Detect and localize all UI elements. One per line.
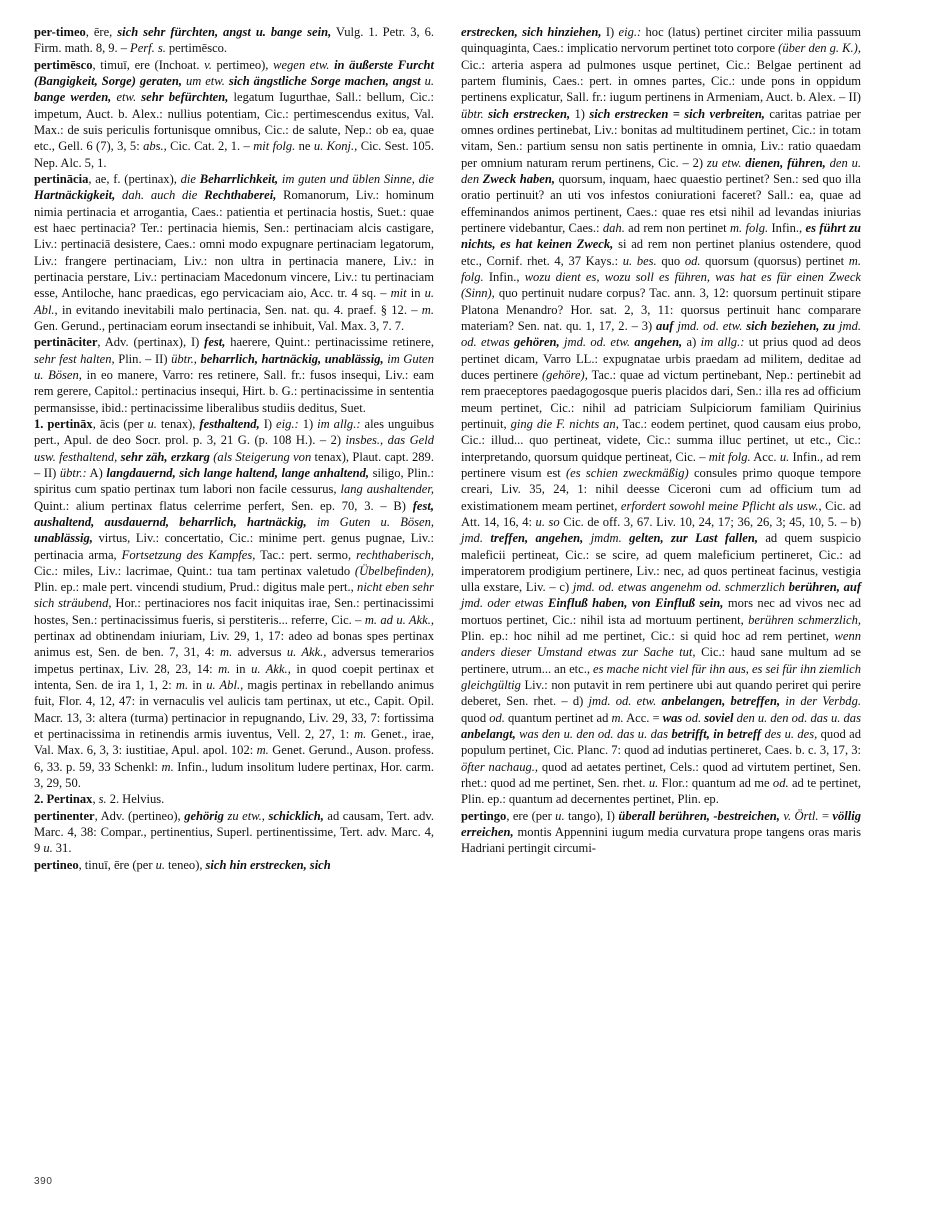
dictionary-entry: pertimēsco, timuī, ere (Inchoat. v. pertimeo), wegen etw. in äußerste Furcht (Bangigkeit, Sorge) geraten, um etw. sich ängstliche Sorge machen, angst u. bange werden, etw. sehr befürchten, legatum Iugurthae, Sall.: bellum, Cic.: impetum, Auct. b. Alex.: nullius potentiam, Cic.: pertimescendus exitus, Val. Max.: de suis periculis fortunisque omnibus, Cic.: de salute, Nep.: ob ea, quae etc., Gell. 6 (7), 3, 5: abs., Cic. Cat. 2, 1. – mit folg. ne u. Konj., Cic. Sest. 105. Nep. Alc. 5, 1. [34,57,435,170]
dictionary-entry: 2. Pertinax, s. 2. Helvius. [34,792,165,807]
right-column [461,24,861,1169]
dictionary-entry: pertinācia, ae, f. (pertinax), die Beharrlichkeit, im guten und üblen Sinne, die Hartnäckigkeit, dah. auch die Rechthaberei, Romanorum, Liv.: hominum nimia pertinacia et arrogantia, Caes.: patientia et pertinacia hostis, Suet.: quae est haec pertinacia? Ter.: pertinacia hiemis, Sen.: pertinaciam alcis castigare, Liv.: pertinaciā desistere, Caes.: omni modo expugnare pertinaciam legatorum, Liv.: frangere pertinaciam, Liv.: non ultra in pertinacia manere, Liv.: in pertinacia perstare, Liv.: pertinaciam Macedonum vincere, Liv.: tu pertinaciam esse, Antiloche, hanc praedicas, ego pervicaciam aio, Acc. tr. 4 sq. – mit in u. Abl., in evitando inevitabili malo pertinacia, Sen. nat. qu. 4. praef. § 12. – m. Gen. Gerund., pertinaciam eorum insectandi se inhibuit, Val. Max. 3, 7. 7. [34,171,434,333]
dictionary-entry: 1. pertināx, ācis (per u. tenax), festhaltend, I) eig.: 1) im allg.: ales unguibus pert., Apul. de deo Socr. prol. p. 3, 21 G. (p. 108 H.). – 2) insbes., das Geld usw. festhaltend, sehr zäh, erzkarg (als Steigerung von tenax), Plaut. capt. 289. – II) übtr.: A) langdauernd, sich lange haltend, lange anhaltend, siligo, Plin.: spiritus cum spatio pertinax tum labori non facile cessurus, lang aushaltender, Quint.: alium pertinax flatus celerrime perfert, Sen. ep. 70, 3. – B) fest, aushaltend, ausdauernd, beharrlich, hartnäckig, im Guten u. Bösen, unablässig, virtus, Liv.: concertatio, Cic.: minime pert. genus pugnae, Liv.: pertinacia arma, Fortsetzung des Kampfes, Tac.: pert. sermo, rechthaberisch, Cic.: miles, Liv.: lacrimae, Quint.: tua tam pertinax valetudo (Übelbefinden), Plin. ep.: male pert. vincendi studium, Prud.: digitus male pert., nicht eben sehr sich sträubend, Hor.: pertinaciores nos facit iniquitas irae, Sen.: pertinacissimi hostes, Sen.: pertinacissimus fueris, si perstiteris... referre, Cic. – m. ad u. Akk., pertinax ad obtinendam iniuriam, Liv. 29, 1, 17: adeo ad bonas spes pertinax animus est, Sen. de ben. 7, 31, 4: m. adversus u. Akk., adversus temerarios impetus pertinax, Liv. 28, 23, 14: m. in u. Akk., in quod coepit pertinax et intenta, Sen. de ira 1, 1, 2: m. in u. Abl., magis pertinax in rebellando animus fuit, Flor. 4, 12, 47: in vernaculis vel aulicis tam pertinax, ut etc., Capit. Opil. Macr. 13, 3: altera (turma) pertinacior in repugnando, Liv. 29, 33, 7: fortissima et pertinacissima in retinendis armis iuventus, Vell. 2, 27, 1: m. Genet., irae, Val. Max. 6, 3, 3: iustitiae, Apul. apol. 102: m. Genet. Gerund., Auson. profess. 6, 33. p. 59, 33 Schenkl: m. Infin., ludum insolitum ludere pertinax, Hor. carm. 3, 29, 50. [34,416,435,791]
dictionary-entry: pertingo, ere (per u. tango), I) überall berühren, -bestreichen, v. Örtl. = völlig erreichen, montis Appennini iugum media curvatura prope tangens oras maris Hadriani pertingit circumi- [461,808,861,856]
dictionary-entry: per-timeo, ēre, sich sehr fürchten, angst u. bange sein, Vulg. 1. Petr. 3, 6. Firm. math. 8, 9. – Perf. s. pertimēsco. [34,25,434,56]
dictionary-entry: pertināciter, Adv. (pertinax), I) fest, haerere, Quint.: pertinacissime retinere, sehr fest halten, Plin. – II) übtr., beharrlich, hartnäckig, unablässig, im Guten u. Bösen, in eo manere, Varro: res retinere, Sall. fr.: fusos insequi, Liv.: eam rem gerere, Capitol.: pertinacius insequi, Hirt. b. G.: pertinacissime in sententia permansisse, ibid.: pertinacissime liberalibus studiis deditus, Suet. [34,335,434,415]
folio-number: 390 [34,1176,53,1187]
dictionary-entry: pertineo, tinuī, ēre (per u. teneo), sich hin erstrecken, sich [34,857,331,872]
dictionary-entry: erstrecken, sich hinziehen, I) eig.: hoc (latus) pertinet circiter milia passuum quinquaginta, Caes.: implicatio nervorum pertinet toto corpore (über den g. K.), Cic.: arteria aspera ad pulmones usque pertinet, Cic.: Belgae pertinent ad partem fluminis, Caes.: pert. in omnes partes, Cic.: unde pons in oppidum pertinens explicatur, Sall. fr.: iugum pertinens in Armeniam, Auct. b. Alex. – II) übtr. sich erstrecken, 1) sich erstrecken = sich verbreiten, caritas patriae per omnes ordines pertinebat, Liv.: bonitas ad multitudinem pertinet, Cic.: in totam vitam, Sen.: partium sensu non satis pertinente in omnia, Liv.: ratio quaedam per omnium naturam rerum pertinens, Cic. – 2) zu etw. dienen, führen, den u. den Zweck haben, quorsum, inquam, haec quaestio pertinet? Sen.: sed quo illa oratio pertinuit? an uti vos infestos coniurationi faceret? Sall.: ea, quae ad effeminandos animos pertinent, Caes.: quae res etsi nihil ad levandas iniurias pertinere videbantur, Caes.: dah. ad rem non pertinet m. folg. Infin., es führt zu nichts, es hat keinen Zweck, si ad rem non pertinet planius ostendere, quod etc., Cornif. rhet. 4, 37 Kays.: u. bes. quo od. quorsum (quorsus) pertinet m. folg. Infin., wozu dient es, wozu soll es führen, was hat es für einen Zweck (Sinn), quo pertinuit nudare corpus? Tac. ann. 3, 12: quorsum pertinuit stipare Platona Menandro? Hor. sat. 2, 3, 11: quorsus pertinuit hanc comparare materiam? Sen. nat. qu. 1, 17, 2. – 3) auf jmd. od. etw. sich beziehen, zu jmd. od. etwas gehören, jmd. od. etw. angehen, a) im allg.: ut prius quod ad deos pertinet dicam, Varro LL.: expugnatae urbis praedam ad militem, deditae ad duces pertinere (gehöre), Tac.: quae ad victum pertinebant, Nep.: pertinebit ad rem praeceptores paedagogosque pueris placidos dari, Sen.: illa res ad officium meum pertinet, Cic.: nihil ad patriciam Sulpiciorum familiam Quirinius pertinuit, ging die F. nichts an, Tac.: eodem pertinet, quod causam eius probo, Cic.: illud... quo pertineat, videte, Cic.: summa illuc pertinet, ut etc., Cic.: interpretando, quorsum quidque pertineat, Cic. – mit folg. Acc. u. Infin., ad rem pertinere visum est (es schien zweckmäßig) consules primo quoque tempore creari, Liv. 35, 24, 1: nihil deesse Ciceroni cum ad officium tum ad existimationem meam pertinet, erfordert sowohl meine Pflicht als usw., Cic. ad Att. 14, 16, 4: u. so Cic. de off. 3, 67. Liv. 10, 24, 17; 36, 26, 3; 45, 10, 5. – b) jmd. treffen, angehen, jmdm. gelten, zur Last fallen, ad quem suspicio maleficii pertineat, Cic.: se scire, ad quem maleficium pertineret, Cic.: ad imperatorem prodigium pertinere, Liv.: nec, ad quos pertineat facinus, vestigia ulla exstare, Liv. – c) jmd. od. etwas angenehm od. schmerzlich berühren, auf jmd. oder etwas Einfluß haben, von Einfluß sein, mors nec ad vivos nec ad mortuos pertinet, Cic.: nihil ista ad mortuum pertinent, berühren schmerzlich, Plin. ep.: hoc nihil ad me pertinet, Cic.: si quid hoc ad rem pertinet, wenn anders dieser Umstand etwas zur Sache tut, Cic.: haud sane multum ad se pertinere, utrum... an etc., es mache nicht viel für ihn aus, es sei für ihn ziemlich gleichgültig Liv.: non putavit in rem pertinere ubi aut quando periret qui perire deberet, Sen. rhet. – d) jmd. od. etw. anbelangen, betreffen, in der Verbdg. quod od. quantum pertinet ad m. Acc. = was od. soviel den u. den od. das u. das anbelangt, was den u. den od. das u. das betrifft, in betreff des u. des, quod ad populum pertinet, Cic. Planc. 7: quod ad indutias pertineret, Caes. b. c. 3, 17, 3: öfter nachaug., quod ad aetates pertinet, Cels.: quod ad virtutem pertinet, Sen. rhet.: quod ad me pertinet, Sen. rhet. u. Flor.: quantum ad me od. ad te pertinet, Plin. ep.: quantum ad decernentes pertinet, Plin. ep. [461,25,862,807]
text-columns [34,24,900,1169]
dictionary-entry: pertinenter, Adv. (pertineo), gehörig zu etw., schicklich, ad causam, Tert. adv. Marc. 4, 38: Compar., pertinentius, Superl. pertinentissime, Tert. adv. Marc. 4, 9 u. 31. [34,808,434,856]
left-column [34,24,434,1169]
